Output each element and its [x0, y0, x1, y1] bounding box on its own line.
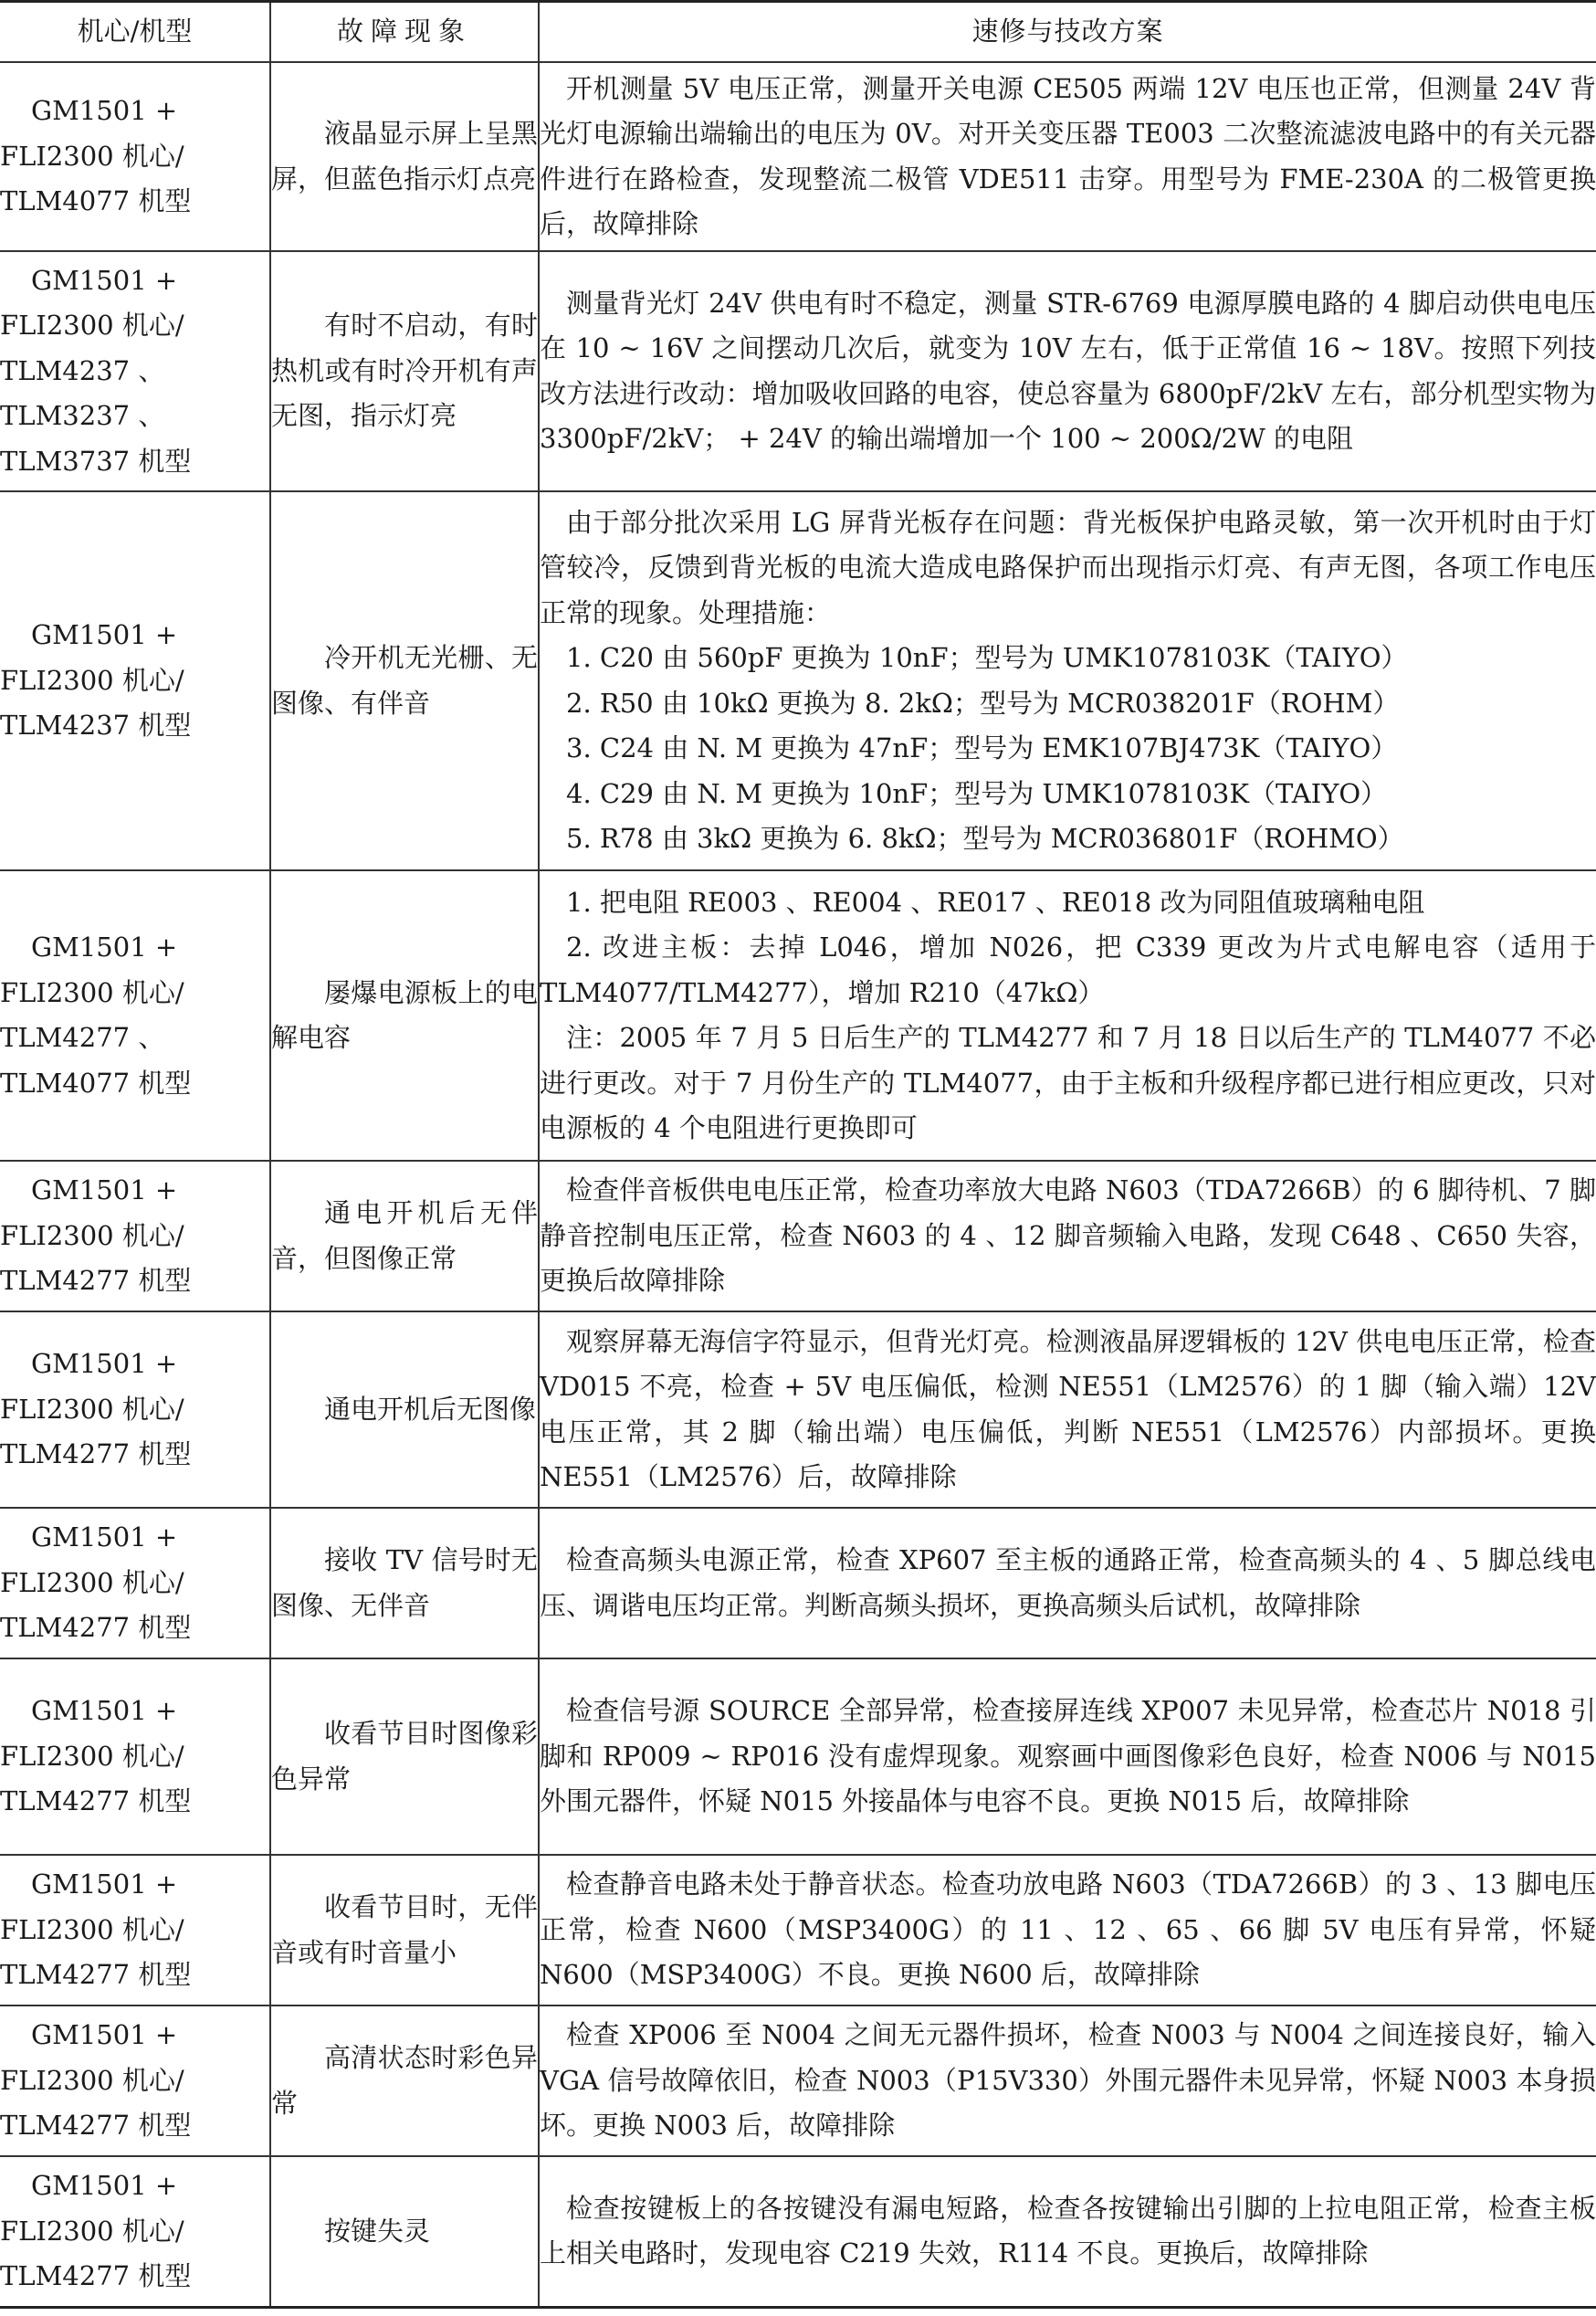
header-model: 机心/机型 [0, 2, 270, 63]
table-row [0, 2005, 1596, 2156]
solution-cell [539, 870, 1596, 1161]
fault-cell [270, 491, 539, 870]
fault-cell [270, 1855, 539, 2005]
model-cell [0, 491, 270, 870]
solution-cell [539, 491, 1596, 870]
model-cell [0, 2005, 270, 2156]
model-line: TLM4077 机型 [0, 1067, 192, 1099]
model-line: FLI2300 机心/ [0, 1740, 184, 1772]
solution-paragraph: 开机测量 5V 电压正常，测量开关电源 CE505 两端 12V 电压也正常，但测量 24V 背光灯电源输出端输出的电压为 0V。对开关变压器 TE003 二次整流滤波电路中的有关元器件进行在路检查，发现整流二极管 VDE511 击穿。用型号为 FME-230A 的二极管更换后，故障排除 [540, 72, 1596, 239]
model-line: TLM4277 机型 [0, 1959, 192, 1991]
model-line: TLM4277 机型 [0, 2260, 192, 2291]
model-cell [0, 1508, 270, 1658]
model-line: FLI2300 机心/ [0, 1219, 184, 1251]
fault-description: 通电开机后无图像 [324, 1393, 537, 1425]
table-row [0, 62, 1596, 251]
model-line: FLI2300 机心/ [0, 1393, 184, 1425]
table-row [0, 491, 1596, 870]
solution-paragraph: 观察屏幕无海信字符显示，但背光灯亮。检测液晶屏逻辑板的 12V 供电电压正常，检查 VD015 不亮，检查 + 5V 电压偏低，检测 NE551（LM2576）的 1 脚（输入端）12V 电压正常，其 2 脚（输出端）电压偏低，判断 NE551（LM2576）内部损坏。更换 NE551（LM2576）后，故障排除 [540, 1325, 1596, 1492]
solution-paragraph: 2. R50 由 10kΩ 更换为 8. 2kΩ；型号为 MCR038201F（ROHM） [566, 687, 1400, 719]
solution-paragraph: 检查高频头电源正常，检查 XP607 至主板的通路正常，检查高频头的 4 、5 脚总线电压、调谐电压均正常。判断高频头损坏，更换高频头后试机，故障排除 [540, 1544, 1596, 1621]
solution-cell [539, 1855, 1596, 2005]
solution-cell [539, 1311, 1596, 1508]
solution-paragraph: 3. C24 由 N. M 更换为 47nF；型号为 EMK107BJ473K（TAIYO） [566, 732, 1398, 763]
model-line: FLI2300 机心/ [0, 1913, 184, 1945]
solution-paragraph: 检查信号源 SOURCE 全部异常，检查接屏连线 XP007 未见异常，检查芯片 N018 引脚和 RP009 ~ RP016 没有虚焊现象。观察画中画图像彩色良好，检查 N006 与 N015 外围元器件，怀疑 N015 外接晶体与电容不良。更换 N015 后，故障排除 [540, 1695, 1596, 1817]
model-line: TLM4277 机型 [0, 2110, 192, 2142]
solution-paragraph: 检查伴音板供电电压正常，检查功率放大电路 N603（TDA7266B）的 6 脚待机、7 脚静音控制电压正常，检查 N603 的 4 、12 脚音频输入电路，发现 C648 、C650 失容，更换后故障排除 [540, 1174, 1596, 1297]
solution-cell [539, 1658, 1596, 1855]
fault-cell [270, 1508, 539, 1658]
fault-cell [270, 62, 539, 251]
model-line: GM1501 + [31, 619, 178, 651]
model-cell [0, 1855, 270, 2005]
model-line: TLM4277 机型 [0, 1612, 192, 1644]
solution-cell [539, 251, 1596, 491]
model-line: GM1501 + [31, 264, 178, 296]
model-line: TLM4277 、 [0, 1022, 165, 1053]
fault-cell [270, 1311, 539, 1508]
model-line: TLM4237 、 [0, 354, 165, 386]
fault-description: 高清状态时彩色异常 [271, 2042, 538, 2119]
model-line: FLI2300 机心/ [0, 1566, 184, 1598]
fault-description: 屡爆电源板上的电解电容 [271, 976, 538, 1053]
solution-cell [539, 1161, 1596, 1311]
model-line: GM1501 + [31, 932, 178, 963]
model-cell [0, 1311, 270, 1508]
solution-paragraph: 4. C29 由 N. M 更换为 10nF；型号为 UMK1078103K（TAIYO） [566, 777, 1388, 809]
fault-cell [270, 1658, 539, 1855]
table-row [0, 1161, 1596, 1311]
solution-paragraph: 1. 把电阻 RE003 、RE004 、RE017 、RE018 改为同阻值玻璃釉电阻 [566, 886, 1425, 918]
model-line: GM1501 + [31, 2019, 178, 2051]
solution-paragraph: 测量背光灯 24V 供电有时不稳定，测量 STR-6769 电源厚膜电路的 4 脚启动供电电压在 10 ~ 16V 之间摆动几次后，就变为 10V 左右，低于正常值 16 ~ 18V。按照下列技改方法进行改动：增加吸收回路的电容，使总容量为 6800pF/2kV 左右，部分机型实物为 3300pF/2kV； + 24V 的输出端增加一个 100 ~ 200Ω/2W 的电阻 [540, 287, 1596, 454]
solution-paragraph: 1. C20 由 560pF 更换为 10nF；型号为 UMK1078103K（TAIYO） [566, 642, 1408, 673]
header-solution: 速修与技改方案 [539, 2, 1596, 63]
solution-cell [539, 2005, 1596, 2156]
model-line: TLM4277 机型 [0, 1265, 192, 1297]
solution-paragraph: 2. 改进主板：去掉 L046，增加 N026，把 C339 更改为片式电解电容（适用于 TLM4077/TLM4277），增加 R210（47kΩ） [540, 932, 1596, 1008]
model-line: GM1501 + [31, 1695, 178, 1727]
fault-cell [270, 2005, 539, 2156]
fault-description: 收看节目时图像彩色异常 [271, 1718, 538, 1795]
solution-cell [539, 1508, 1596, 1658]
model-line: GM1501 + [31, 2170, 178, 2201]
solution-cell [539, 62, 1596, 251]
model-line: TLM3737 机型 [0, 445, 192, 477]
model-line: GM1501 + [31, 1348, 178, 1380]
solution-paragraph: 检查 XP006 至 N004 之间无元器件损坏，检查 N003 与 N004 之间连接良好，输入 VGA 信号故障依旧，检查 N003（P15V330）外围元器件未见异常，怀疑 N003 本身损坏。更换 N003 后，故障排除 [540, 2019, 1596, 2142]
table-row [0, 251, 1596, 491]
table-row [0, 870, 1596, 1161]
fault-description: 接收 TV 信号时无图像、无伴音 [271, 1544, 538, 1621]
fault-cell [270, 2156, 539, 2307]
table-row [0, 2156, 1596, 2307]
fault-description: 冷开机无光栅、无图像、有伴音 [271, 642, 538, 719]
model-line: TLM4237 机型 [0, 710, 192, 742]
fault-description: 收看节目时，无伴音或有时音量小 [271, 1891, 538, 1968]
fault-description: 液晶显示屏上呈黑屏，但蓝色指示灯点亮 [271, 118, 538, 195]
model-line: TLM4277 机型 [0, 1438, 192, 1470]
model-line: GM1501 + [31, 1869, 178, 1900]
fault-description: 有时不启动，有时热机或有时冷开机有声无图，指示灯亮 [271, 310, 538, 432]
model-cell [0, 62, 270, 251]
fault-cell [270, 1161, 539, 1311]
model-cell [0, 2156, 270, 2307]
solution-paragraph: 检查静音电路未处于静音状态。检查功放电路 N603（TDA7266B）的 3 、13 脚电压正常，检查 N600（MSP3400G）的 11 、12 、65 、66 脚 5V 电压有异常，怀疑 N600（MSP3400G）不良。更换 N600 后，故障排除 [540, 1869, 1596, 1991]
model-line: FLI2300 机心/ [0, 976, 184, 1008]
model-line: TLM3237 、 [0, 400, 165, 432]
table-row [0, 1855, 1596, 2005]
model-line: FLI2300 机心/ [0, 140, 184, 172]
table-row [0, 1658, 1596, 1855]
fault-cell [270, 251, 539, 491]
table-row [0, 1508, 1596, 1658]
model-line: FLI2300 机心/ [0, 664, 184, 696]
model-line: GM1501 + [31, 95, 178, 127]
model-line: FLI2300 机心/ [0, 310, 184, 342]
model-cell [0, 870, 270, 1161]
fault-description: 按键失灵 [324, 2215, 431, 2247]
solution-paragraph: 5. R78 由 3kΩ 更换为 6. 8kΩ；型号为 MCR036801F（ROHMO） [566, 823, 1404, 854]
model-line: FLI2300 机心/ [0, 2215, 184, 2247]
model-cell [0, 1161, 270, 1311]
solution-cell [539, 2156, 1596, 2307]
model-line: GM1501 + [31, 1521, 178, 1553]
model-line: TLM4077 机型 [0, 185, 192, 217]
table-row [0, 1311, 1596, 1508]
model-line: GM1501 + [31, 1174, 178, 1206]
header-fault: 故障现象 [270, 2, 539, 63]
fault-description: 通电开机后无伴音，但图像正常 [271, 1197, 538, 1274]
solution-paragraph: 由于部分批次采用 LG 屏背光板存在问题：背光板保护电路灵敏，第一次开机时由于灯管较冷，反馈到背光板的电流大造成电路保护而出现指示灯亮、有声无图，各项工作电压正常的现象。处理措施： [540, 506, 1596, 628]
model-cell [0, 1658, 270, 1855]
table-body [0, 62, 1596, 2307]
model-cell [0, 251, 270, 491]
model-line: FLI2300 机心/ [0, 2064, 184, 2096]
solution-paragraph: 注：2005 年 7 月 5 日后生产的 TLM4277 和 7 月 18 日以后生产的 TLM4077 不必进行更改。对于 7 月份生产的 TLM4077，由于主板和升级程序都已进行相应更改，只对电源板的 4 个电阻进行更换即可 [540, 1022, 1596, 1143]
model-line: TLM4277 机型 [0, 1785, 192, 1817]
solution-paragraph: 检查按键板上的各按键没有漏电短路，检查各按键输出引脚的上拉电阻正常，检查主板上相关电路时，发现电容 C219 失效，R114 不良。更换后，故障排除 [540, 2192, 1596, 2269]
table-header-row [0, 2, 1596, 63]
fault-cell [270, 870, 539, 1161]
